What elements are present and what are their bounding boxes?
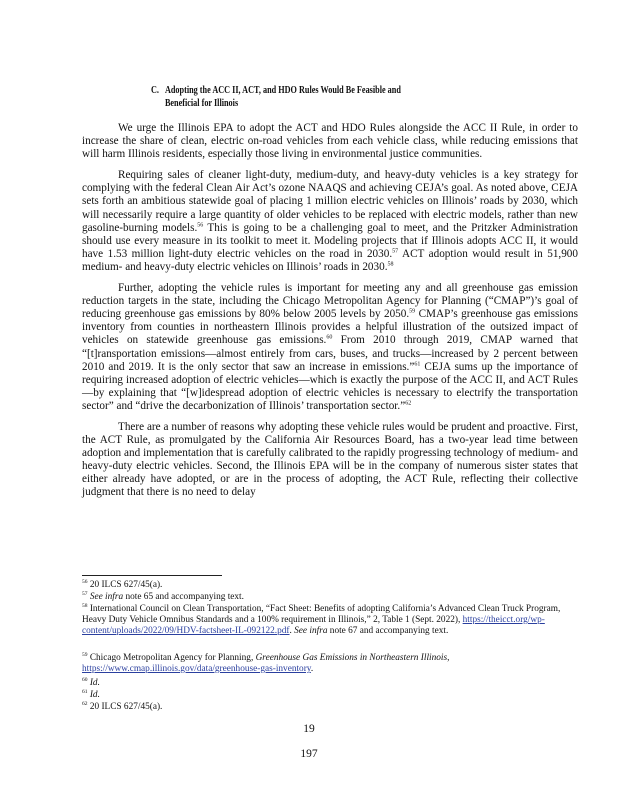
paragraph-3-text-a: Further, adopting the vehicle rules is important for meeting any and all greenhouse gas emission reduction targets in the state, including the Chicago Metropolitan Agency for Planning (“CMAP”)’s goal of reducing greenhouse gas emissions by 80% below 2005 levels by 2050.	[82, 282, 578, 321]
footnote-text: note 65 and accompanying text.	[123, 592, 244, 602]
footnote-number: 57	[82, 590, 88, 597]
footnote-ref-56[interactable]: 56	[197, 221, 204, 228]
footnote-ref-60[interactable]: 60	[326, 334, 333, 341]
footnote-number: 62	[82, 700, 88, 707]
page-number: 19	[303, 723, 315, 735]
footnote-text: 20 ILCS 627/45(a).	[87, 702, 163, 712]
footnote-59: $^{59}$ Chicago Metropolitan Agency for Planning, Greenhouse Gas Emissions in Northeastern Illinois, https://www.cmap.illinois.gov/data/greenhouse-gas-inventory.	[82, 651, 450, 674]
footnote-text: Id.	[87, 690, 100, 700]
section-heading-line2: Beneficial for Illinois	[164, 98, 239, 109]
footnote-signal: See infra	[294, 626, 328, 636]
footnote-number: 56	[82, 578, 88, 585]
footnote-text-after: note 67 and accompanying text.	[327, 626, 449, 636]
paragraph-2-text-c: ACT adoption would result in 51,900 medium- and heavy-duty electric vehicles on Illinois’ roads in 2030.	[82, 247, 578, 273]
footnote-number: 59	[82, 651, 88, 658]
paragraph-1-text: We urge the Illinois EPA to adopt the ACT and HDO Rules alongside the ACC II Rule, in order to increase the share of clean, electric on-road vehicles from each vehicle class, while reducing emissions that will harm Illinois residents, especially those living in environmental justice communities.	[82, 122, 578, 161]
paragraph-1	[82, 122, 578, 161]
footnote-ref-59[interactable]: 59	[409, 308, 416, 315]
paragraph-2-text-a: Requiring sales of cleaner light-duty, medium-duty, and heavy-duty vehicles is a key strategy for complying with the federal Clean Air Act’s ozone NAAQS and achieving CEJA’s goal. As noted above, CEJA sets forth an ambitious statewide goal of placing 1 million electric vehicles on Illinois’ roads by 2030, which will necessarily require a large quantity of older vehicles to be replaced with electric models, rather than new gasoline-burning models.	[82, 169, 578, 234]
footnote-ref-61[interactable]: 61	[414, 360, 421, 367]
footnote-61	[82, 690, 582, 701]
paragraph-2	[82, 169, 578, 274]
footnote-text: Id.	[87, 678, 100, 688]
footnote-signal: See infra	[89, 592, 124, 602]
footnote-62	[82, 702, 582, 713]
footnote-title: Greenhouse Gas Emissions in Northeastern Illinois	[255, 653, 448, 663]
paragraph-3	[82, 282, 578, 413]
paragraph-4-text: There are a number of reasons why adopting these vehicle rules would be prudent and proactive. First, the ACT Rule, as promulgated by the California Air Resources Board, has a two-year lead time between adoption and implementation that is carefully calibrated to the rapidly progressing technology of medium- and heavy-duty electric vehicles. Second, the Illinois EPA will be in the company of numerous sister states that either already have adopted, or are in the process of adopting, the ACT Rule, reflecting their collective judgment that there is no need to delay	[82, 420, 578, 499]
bates-number: 197	[300, 748, 318, 760]
footnote-58: $^{58}$ International Council on Clean Transportation, “Fact Sheet: Benefits of adopting California’s Advanced Clean Truck Program, Heavy Duty Vehicle Omnibus Standards and a 100% requirement in Illinois,” 2, Table 1 (Sept. 2022), https://theicct.org/wp-content/uploads/2022/09/HDV-factsheet-IL-092122.pdf. See infra note 67 and accompanying text.	[82, 602, 561, 636]
footnote-60	[82, 678, 582, 689]
footnote-ref-62[interactable]: 62	[405, 400, 412, 407]
section-heading	[151, 84, 401, 110]
paragraph-3-text-b: CMAP’s greenhouse gas emissions inventory from counties in northeastern Illinois provides a helpful illustration of the outsized impact of vehicles on statewide greenhouse gas emissions.	[82, 308, 578, 347]
footnote-number: 60	[82, 676, 88, 683]
footnote-ref-58[interactable]: 58	[387, 261, 394, 268]
footnote-divider	[82, 575, 222, 576]
paragraph-4	[82, 421, 578, 500]
footnote-ref-57[interactable]: 57	[392, 248, 399, 255]
footnote-57	[82, 592, 582, 603]
footnote-59-link[interactable]: https://www.cmap.illinois.gov/data/greenhouse-gas-inventory	[82, 664, 311, 674]
paragraph-3-text-d: CEJA sums up the importance of requiring increased adoption of electric vehicles—which is exactly the purpose of the ACC II, and ACT Rules—by explaining that “[w]idespread adoption of electric vehicles is necessary to electrify the transportation sector” and “drive the decarbonization of Illinois’ transportation sector.”	[82, 360, 578, 412]
footnote-number: 58	[82, 602, 88, 609]
footnote-56	[82, 580, 582, 591]
paragraph-2-text-b: This is going to be a challenging goal to meet, and the Pritzker Administration should use every measure in its toolkit to meet it. Modeling projects that if Illinois adopts ACC II, it would have 1.53 million light-duty electric vehicles on the road in 2030.	[82, 221, 578, 260]
footnote-text: 20 ILCS 627/45(a).	[87, 580, 163, 590]
section-heading-line1: Adopting the ACC II, ACT, and HDO Rules Would Be Feasible and	[164, 85, 401, 96]
paragraph-3-text-c: From 2010 through 2019, CMAP warned that “[t]ransportation emissions—almost entirely from cars, buses, and trucks—increased by 2 percent between 2010 and 2019. It is the only sector that saw an increase in emissions.”	[82, 334, 578, 373]
section-letter: C.	[151, 85, 159, 96]
footnote-number: 61	[82, 688, 88, 695]
footnote-58-link[interactable]: https://theicct.org/wp-content/uploads/2022/09/HDV-factsheet-IL-092122.pdf	[82, 615, 545, 636]
footnote-text: International Council on Clean Transportation, “Fact Sheet: Benefits of adopting California’s Advanced Clean Truck Program, Heavy Duty Vehicle Omnibus Standards and a 100% requirement in Illinois,” 2, Table 1 (Sept. 2022),	[82, 604, 561, 625]
footnote-text: Chicago Metropolitan Agency for Planning,	[87, 653, 256, 663]
body-text	[82, 122, 578, 508]
